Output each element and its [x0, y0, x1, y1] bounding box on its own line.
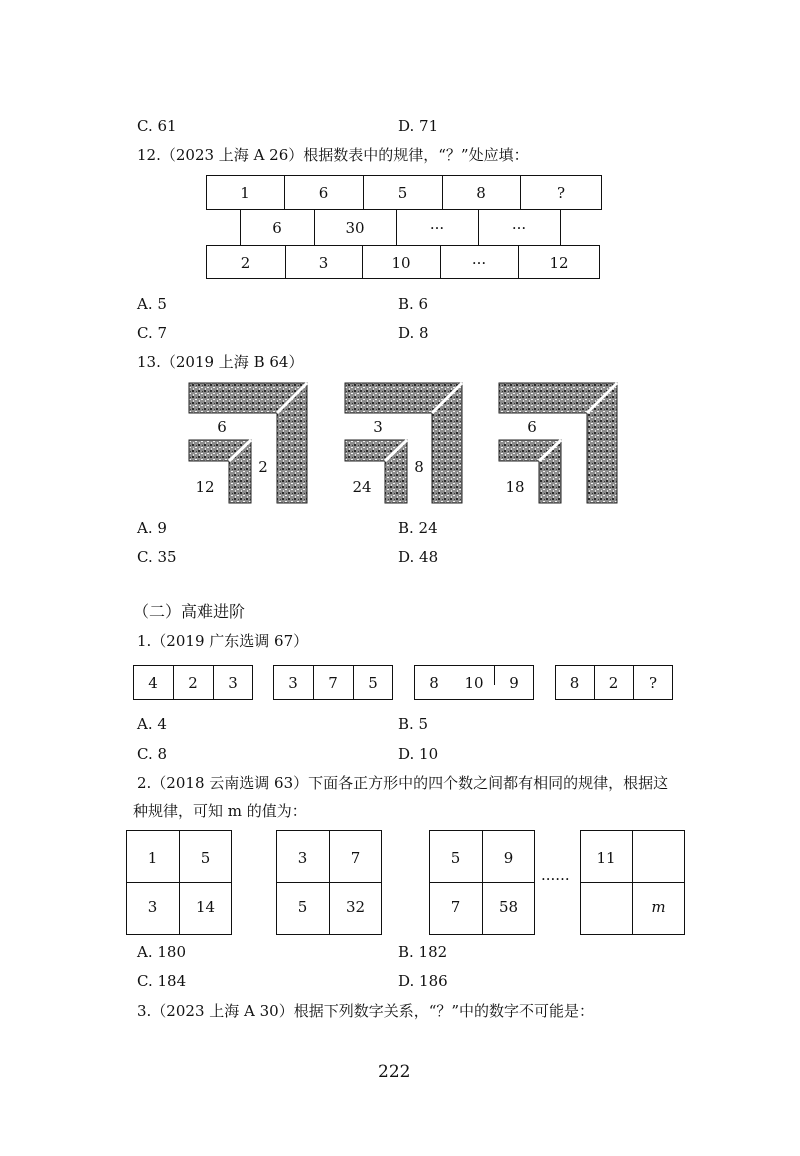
table-cell: 10	[391, 254, 411, 272]
option-a: A. 5	[137, 295, 167, 313]
figure-1-top-number: 6	[217, 418, 227, 436]
box-cell: 10	[464, 674, 484, 692]
square-cell: 11	[596, 849, 616, 867]
box-cell: 3	[288, 674, 298, 692]
question-12-stem: 12.（2023 上海 A 26）根据数表中的规律，“？”处应填：	[137, 146, 529, 164]
box-cell: 8	[569, 674, 580, 692]
problem-3-stem: 3.（2023 上海 A 30）根据下列数字关系，“？”中的数字不可能是：	[137, 1002, 595, 1020]
problem-2-stem-line-1: 2.（2018 云南选调 63）下面各正方形中的四个数之间都有相同的规律，根据这	[137, 774, 669, 792]
option-b: B. 182	[398, 943, 448, 961]
shape-figure-3	[499, 383, 617, 503]
option-c: C. 35	[137, 548, 177, 566]
option-a: A. 180	[137, 943, 186, 961]
page-number: 222	[378, 1062, 411, 1082]
box-cell: 2	[188, 674, 198, 692]
table-cell: ···	[511, 219, 527, 237]
box-cell: 4	[148, 674, 158, 692]
question-13-stem: 13.（2019 上海 B 64）	[137, 353, 304, 371]
table-cell: 2	[240, 254, 251, 272]
box-cell: 5	[368, 674, 378, 692]
box-cell: 7	[328, 674, 338, 692]
option-b: B. 6	[398, 295, 429, 313]
square-cell: 32	[345, 898, 366, 916]
figure-2-side-number: 8	[414, 458, 424, 476]
table-cell: 12	[549, 254, 569, 272]
square-cell: 14	[195, 898, 216, 916]
section-title: （二）高难进阶	[133, 602, 246, 621]
option-d: D. 10	[398, 745, 439, 763]
figure-2-bottom-number: 24	[352, 478, 372, 496]
option-a: A. 4	[137, 715, 167, 733]
square-cell: 1	[147, 849, 158, 867]
table-cell: 3	[318, 254, 329, 272]
figure-2-top-number: 3	[373, 418, 383, 436]
square-cell: 7	[450, 898, 461, 916]
box-cell: 2	[608, 674, 619, 692]
table-cell: 8	[476, 184, 486, 202]
problem-1-stem: 1.（2019 广东选调 67）	[137, 632, 309, 650]
shape-figure-1	[189, 383, 307, 503]
option-c: C. 7	[137, 324, 168, 342]
square-cell: 58	[498, 898, 519, 916]
box-cell: 8	[429, 674, 439, 692]
box-cell: 9	[509, 674, 519, 692]
option-d: D. 8	[398, 324, 429, 342]
table-cell: 6	[272, 219, 282, 237]
option-c: C. 8	[137, 745, 168, 763]
figure-3-bottom-number: 18	[505, 478, 525, 496]
option-a: A. 9	[137, 519, 167, 537]
figure-1-bottom-number: 12	[195, 478, 215, 496]
square-cell: 3	[147, 898, 158, 916]
table-cell: 1	[240, 184, 250, 202]
option-b: B. 24	[398, 519, 438, 537]
table-cell: ···	[471, 254, 487, 272]
table-cell: 30	[345, 219, 365, 237]
square-cell: 9	[503, 849, 514, 867]
option-d: D. 186	[398, 972, 448, 990]
option-b: B. 5	[398, 715, 429, 733]
figure-3-top-number: 6	[527, 418, 537, 436]
ellipsis: ······	[541, 870, 570, 888]
box-cell: 3	[228, 674, 238, 692]
table-cell-question: ?	[556, 184, 566, 202]
shape-figure-2	[345, 383, 462, 503]
figure-1-side-number: 2	[258, 458, 268, 476]
square-cell: 5	[297, 898, 308, 916]
square-cell-unknown: m	[651, 898, 666, 916]
option-d: D. 48	[398, 548, 439, 566]
table-cell: 5	[397, 184, 408, 202]
square-cell: 5	[450, 849, 461, 867]
box-cell-question: ?	[648, 674, 658, 692]
square-cell: 7	[350, 849, 361, 867]
square-cell: 3	[297, 849, 308, 867]
square-cell: 5	[200, 849, 211, 867]
table-cell: 6	[318, 184, 329, 202]
option-c: C. 61	[137, 117, 177, 135]
problem-2-stem-line-2: 种规律，可知 m 的值为：	[133, 802, 307, 820]
option-c: C. 184	[137, 972, 187, 990]
table-cell: ···	[429, 219, 445, 237]
option-d: D. 71	[398, 117, 439, 135]
